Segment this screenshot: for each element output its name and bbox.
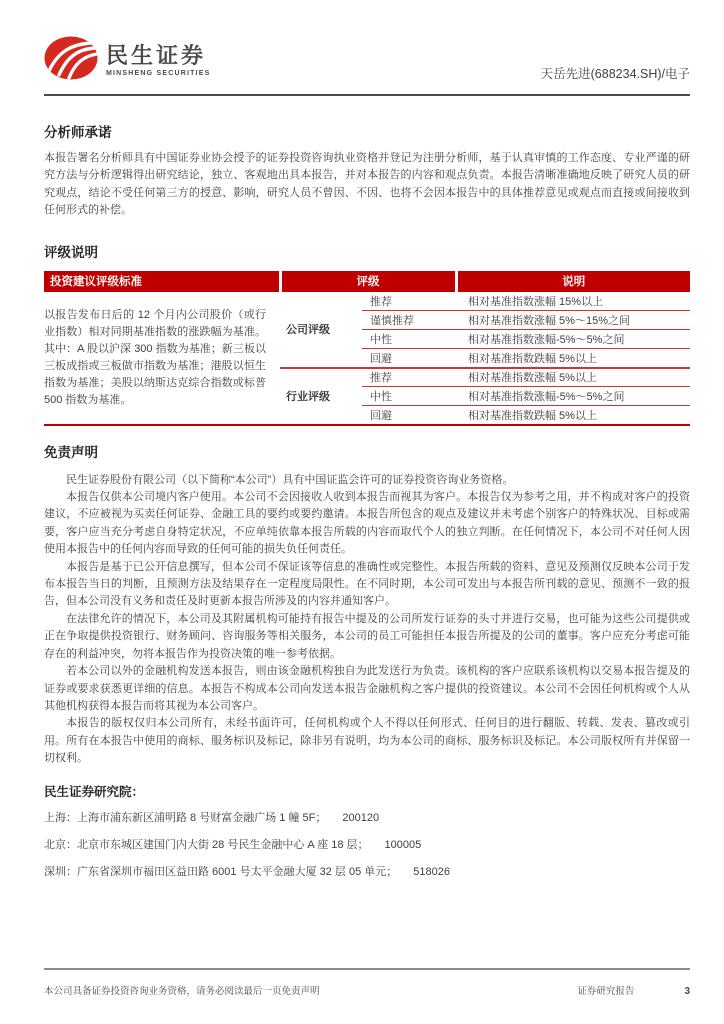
group-label-industry: 行业评级: [286, 391, 330, 404]
office-zip: 518026: [413, 865, 450, 878]
page-number: 3: [684, 986, 690, 997]
rating-cell: 推荐: [362, 292, 456, 311]
rating-desc-cell: 相对基准指数涨幅 5%以上: [456, 368, 690, 387]
footer-report-type: 证券研究报告: [577, 986, 635, 997]
rating-cell: 中性: [362, 330, 456, 349]
rating-desc-cell: 相对基准指数跌幅 5%以上: [456, 349, 690, 368]
rating-cell: 回避: [370, 409, 392, 422]
brand-name-en: MINSHENG SECURITIES: [106, 70, 211, 78]
office-address: 广东省深圳市福田区益田路 6001 号太平金融大厦 32 层 05 单元；: [77, 865, 398, 878]
disclaimer-title: 免责声明: [44, 444, 98, 460]
col-header-desc: 说明: [456, 271, 690, 292]
disclaimer-paragraph: 若本公司以外的金融机构发送本报告，则由该金融机构独自为此发送行为负责。该机构的客户应联系该机构以交易本报告提及的证券或要求获悉更详细的信息。本报告不构成本公司向发送本报告金融机构之客户提供的投资建议。本公司不会因任何机构或个人从其他机构获得本报告而将其视为本公司客户。: [44, 665, 690, 712]
footer-disclaimer-note: 本公司具备证券投资咨询业务资格，请务必阅读最后一页免责声明: [44, 986, 320, 997]
rating-explanation-title: 评级说明: [44, 244, 98, 260]
rating-cell: 回避: [362, 349, 456, 368]
office-line-shanghai: [44, 805, 690, 832]
page-footer: [44, 968, 690, 997]
col-header-criteria: 投资建议评级标准: [44, 271, 280, 292]
analyst-commitment-title: 分析师承诺: [44, 125, 112, 140]
office-line-beijing: [44, 832, 690, 859]
disclaimer-paragraph: 民生证券股份有限公司（以下简称“本公司”）具有中国证监会许可的证券投资咨询业务资格。: [66, 473, 514, 486]
rating-desc-cell: 相对基准指数涨幅 5%～15%之间: [456, 311, 690, 330]
office-line-shenzhen: [44, 859, 690, 886]
group-label-company: 公司评级: [280, 292, 362, 368]
page-header: [44, 36, 690, 96]
rating-desc-cell: 相对基准指数涨幅-5%～5%之间: [456, 387, 690, 406]
disclaimer-paragraph: 本报告的版权仅归本公司所有，未经书面许可，任何机构或个人不得以任何形式、任何目的进行翻版、转载、发表、篡改或引用。所有在本报告中使用的商标、服务标识及标记，除非另有说明，均为本公司的商标、服务标识及标记。本公司版权所有并保留一切权利。: [44, 717, 690, 765]
office-city: 北京：: [44, 838, 77, 851]
minsheng-logo-text: [106, 44, 210, 77]
office-zip: 100005: [384, 838, 422, 851]
rating-desc-cell: 相对基准指数涨幅 15%以上: [456, 292, 690, 311]
rating-cell: 中性: [362, 387, 456, 406]
rating-table-header-row: [44, 271, 690, 292]
office-zip: 200120: [342, 811, 380, 824]
disclaimer-paragraph: 本报告仅供本公司境内客户使用。本公司不会因接收人收到本报告而视其为客户。本报告仅为参考之用，并不构成对客户的投资建议，不应被视为买卖任何证券、金融工具的要约或要约邀请。本报告所包含的观点及建议并未考虑个别客户的特殊状况、目标或需要，客户应当充分考虑自身特定状况，不应单纯依靠本报告所载的内容而取代个人的独立判断。在任何情况下，本公司不对任何人因使用本报告中的任何内容而导致的任何可能的损失负任何责任。: [44, 491, 690, 556]
office-address: 上海市浦东新区浦明路 8 号财富金融广场 1 幢 5F；: [77, 811, 327, 824]
rating-desc-cell: 相对基准指数跌幅 5%以上: [468, 409, 597, 422]
office-city: 上海：: [44, 811, 77, 824]
rating-table: [44, 271, 690, 426]
analyst-commitment-body: 本报告署名分析师具有中国证券业协会授予的证券投资咨询执业资格并登记为注册分析师，基于认真审慎的工作态度、专业严谨的研究方法与分析逻辑得出研究结论，独立、客观地出具本报告，并对本报告的内容和观点负责。本报告清晰准确地反映了研究人员的研究观点，结论不受任何第三方的授意、影响，研究人员不曾因、不因、也将不会因本报告中的具体推荐意见或观点而直接或间接收到任何形式的补偿。: [44, 152, 690, 217]
col-header-rating: 评级: [280, 271, 456, 292]
institute-title: 民生证券研究院：: [44, 784, 145, 799]
office-address: 北京市东城区建国门内大街 28 号民生金融中心 A 座 18 层；: [77, 838, 369, 851]
stock-label: 天岳先进(688234.SH)/电子: [540, 67, 690, 81]
minsheng-logo: [44, 36, 210, 85]
office-city: 深圳：: [44, 865, 77, 878]
rating-desc-cell: 相对基准指数涨幅-5%～5%之间: [456, 330, 690, 349]
rating-cell: 谨慎推荐: [362, 311, 456, 330]
disclaimer-paragraph: 本报告是基于已公开信息撰写，但本公司不保证该等信息的准确性或完整性。本报告所载的资料、意见及预测仅反映本公司于发布本报告当日的判断，且预测方法及结果存在一定程度局限性。在不同时期，本公司可发出与本报告所刊载的意见、预测不一致的报告，但本公司没有义务和责任及时更新本报告所涉及的内容并通知客户。: [44, 560, 690, 608]
footer-right-group: [577, 983, 690, 997]
disclaimer-paragraph: 在法律允许的情况下，本公司及其附属机构可能持有报告中提及的公司所发行证券的头寸并进行交易，也可能为这些公司提供或正在争取提供投资银行、财务顾问、咨询服务等相关服务，本公司的员工可能担任本报告所提及的公司的董事。客户应充分考虑可能存在的利益冲突，勿将本报告作为投资决策的唯一参考依据。: [44, 612, 690, 660]
brand-name-cn: 民生证券: [106, 42, 207, 68]
rating-cell: 推荐: [362, 368, 456, 387]
rating-criteria-cell: 以报告发布日后的 12 个月内公司股价（或行业指数）相对同期基准指数的涨跌幅为基准。其中：A 股以沪深 300 指数为基准；新三板以三板成指或三板做市指数为基准；港股以恒生指数为基准；美股以纳斯达克综合指数或标普 500 指数为基准。: [44, 308, 266, 406]
minsheng-logo-icon: [44, 36, 98, 85]
table-row: [44, 292, 690, 311]
